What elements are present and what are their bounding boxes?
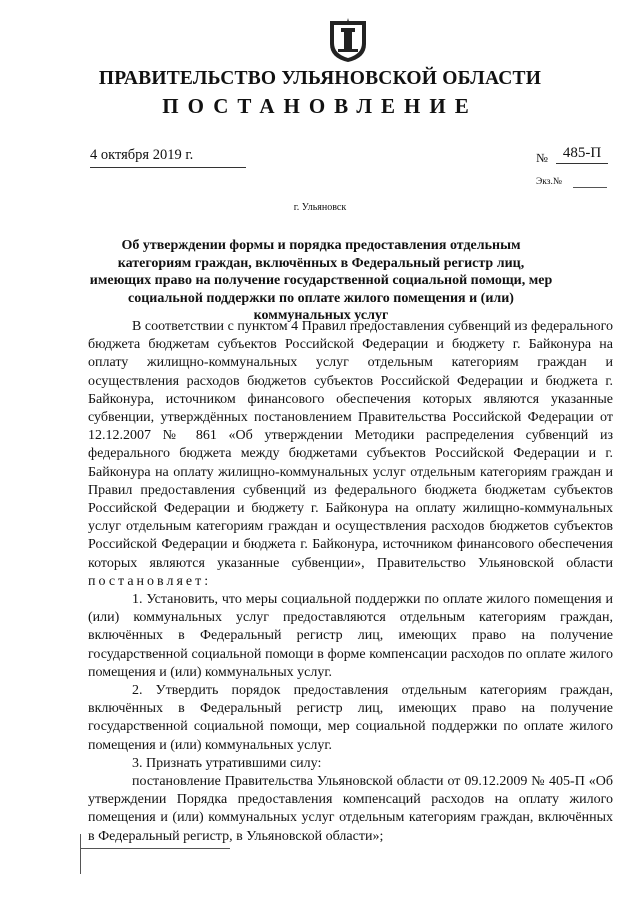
city: г. Ульяновск <box>293 202 347 213</box>
margin-mark <box>80 834 81 874</box>
item-3-subitem-1: постановление Правительства Ульяновской области от 09.12.2009 № 405-П «Об утверждении Порядка предоставления компенсаций расходов на оплату жилого помещения и (или) коммунальных услуг отдельным категориям граждан, включённых в Федеральный регистр, в Ульяновской области»; <box>88 774 613 844</box>
document-body <box>88 318 613 846</box>
government-name: ПРАВИТЕЛЬСТВО УЛЬЯНОВСКОЙ ОБЛАСТИ <box>98 68 542 89</box>
copy-number-label: Экз.№ <box>536 177 562 187</box>
date-underline <box>90 167 246 168</box>
margin-mark-line <box>80 848 230 849</box>
document-title: Об утверждении формы и порядка предоставления отдельным категориям граждан, включённых в Федеральный регистр лиц, имеющих право на получение государственной социальной помощи, мер социальной поддержки по оплате жилого помещения и (или) коммунальных услуг <box>89 238 553 323</box>
copy-number-underline <box>573 187 607 188</box>
item-1: 1. Установить, что меры социальной поддержки по оплате жилого помещения и (или) коммунальных услуг предоставляются отдельным категориям граждан, включённых в Федеральный регистр лиц, имеющих право на получение государственной социальной помощи в форме компенсации расходов по оплате жилого помещения и (или) коммунальных услуг. <box>88 592 613 680</box>
document-date: 4 октября 2019 г. <box>90 147 194 163</box>
item-2: 2. Утвердить порядок предоставления отдельным категориям граждан, включённых в Федеральный регистр лиц, имеющих право на получение государственной социальной помощи, мер социальной поддержки по оплате жилого помещения и (или) коммунальных услуг. <box>88 683 613 753</box>
item-3: 3. Признать утратившими силу: <box>132 755 322 771</box>
intro-paragraph <box>88 318 613 591</box>
number-label: № <box>536 151 548 165</box>
coat-of-arms-icon <box>327 18 369 64</box>
document-type: ПОСТАНОВЛЕНИЕ <box>162 94 478 118</box>
intro-text: В соответствии с пунктом 4 Правил предоставления субвенций из федерального бюджета бюджетам субъектов Российской Федерации и бюджету г. Байконура на оплату жилищно-коммунальных услуг отдельным категориям граждан и осуществления расходов бюджетов субъектов Российской Федерации и бюджета г. Байконура, источником финансового обеспечения которых являются указанные субвенции, утверждённых постановлением Правительства Российской Федерации от 12.12.2007 № 861 «Об утверждении Методики распределения субвенций из федерального бюджета между бюджетами субъектов Российской Федерации и г. Байконура на оплату жилищно-коммунальных услуг отдельным категориям граждан и Правил предоставления субвенций из федерального бюджета бюджетам субъектов Российской Федерации и бюджету г. Байконура на оплату жилищно-коммунальных услуг отдельным категориям граждан и осуществления расходов бюджетов субъектов Российской Федерации и бюджета г. Байконура, источником финансового обеспечения которых являются указанные субвенции», Правительство Ульяновской области <box>88 319 613 571</box>
resolves-word: постановляет: <box>88 573 212 589</box>
document-number: 485-П <box>556 145 608 164</box>
